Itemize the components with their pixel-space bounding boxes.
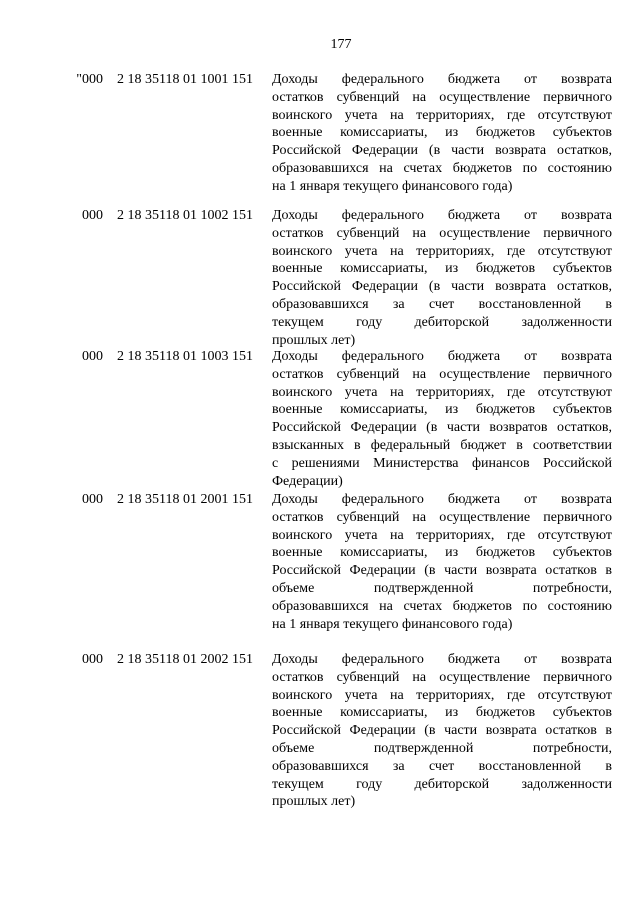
description-line: военные комиссариаты, из бюджетов субъектов — [272, 402, 612, 418]
description-line: взысканных в федеральный бюджет в соответствии — [272, 437, 612, 453]
description-line: военные комиссариаты, из бюджетов субъектов — [272, 261, 612, 277]
entry-code: 2 18 35118 01 1003 151 — [117, 349, 253, 364]
description-line: Российской Федерации (в части возврата остатков в — [272, 563, 612, 579]
description-line: с решениями Министерства финансов Российской — [272, 455, 612, 471]
description-line: Российской Федерации (в части возврата остатков, — [272, 143, 612, 159]
description-line: воинского учета на территориях, где отсутствуют — [272, 687, 612, 703]
description-line: Доходы федерального бюджета от возврата — [272, 208, 612, 223]
entry-description — [272, 348, 612, 490]
description-line: воинского учета на территориях, где отсутствуют — [272, 527, 612, 543]
description-line: воинского учета на территориях, где отсутствуют — [272, 384, 612, 400]
entry-description — [272, 651, 612, 811]
description-line: на 1 января текущего финансового года) — [272, 616, 513, 632]
description-line: образовавшихся за счет восстановленной в — [272, 758, 612, 774]
description-line: Российской Федерации (в части возврата остатков в — [272, 723, 612, 739]
description-line: образовавшихся на счетах бюджетов по состоянию — [272, 598, 612, 614]
description-line: Российской Федерации (в части возвратов остатков, — [272, 420, 612, 436]
entry-code: 2 18 35118 01 2001 151 — [117, 492, 253, 507]
entry-prefix: 000 — [82, 652, 103, 667]
entry-description — [272, 207, 612, 349]
entry-code: 2 18 35118 01 1002 151 — [117, 208, 253, 223]
description-line: военные комиссариаты, из бюджетов субъектов — [272, 705, 612, 721]
description-line: воинского учета на территориях, где отсутствуют — [272, 243, 612, 259]
description-line: Доходы федерального бюджета от возврата — [272, 492, 612, 507]
description-line: на 1 января текущего финансового года) — [272, 178, 513, 194]
entry-prefix: 000 — [82, 492, 103, 507]
entry-description — [272, 71, 612, 196]
description-line: Российской Федерации (в части возврата остатков, — [272, 279, 612, 295]
description-line: объеме подтвержденной потребности, — [272, 580, 612, 596]
description-line: остатков субвенций на осуществление первичного — [272, 225, 612, 241]
description-line: остатков субвенций на осуществление первичного — [272, 669, 612, 685]
description-line: остатков субвенций на осуществление первичного — [272, 509, 612, 525]
description-line: текущем году дебиторской задолженности — [272, 776, 612, 792]
description-line: Федерации) — [272, 473, 343, 489]
entry-prefix: 000 — [82, 208, 103, 223]
description-line: военные комиссариаты, из бюджетов субъектов — [272, 545, 612, 561]
description-line: образовавшихся на счетах бюджетов по состоянию — [272, 160, 612, 176]
description-line: объеме подтвержденной потребности, — [272, 740, 612, 756]
entry-prefix: "000 — [76, 72, 103, 87]
entry-code: 2 18 35118 01 2002 151 — [117, 652, 253, 667]
description-line: воинского учета на территориях, где отсутствуют — [272, 107, 612, 123]
description-line: текущем году дебиторской задолженности — [272, 314, 612, 330]
description-line: прошлых лет) — [272, 332, 356, 348]
description-line: остатков субвенций на осуществление первичного — [272, 89, 612, 105]
description-line: образовавшихся за счет восстановленной в — [272, 296, 612, 312]
page-number: 177 — [330, 37, 352, 52]
description-line: остатков субвенций на осуществление первичного — [272, 366, 612, 382]
description-line: прошлых лет) — [272, 794, 356, 810]
description-line: Доходы федерального бюджета от возврата — [272, 72, 612, 87]
description-line: Доходы федерального бюджета от возврата — [272, 652, 612, 667]
description-line: военные комиссариаты, из бюджетов субъектов — [272, 125, 612, 141]
entry-description — [272, 491, 612, 633]
entry-code: 2 18 35118 01 1001 151 — [117, 72, 253, 87]
description-line: Доходы федерального бюджета от возврата — [272, 349, 612, 364]
entry-prefix: 000 — [82, 349, 103, 364]
